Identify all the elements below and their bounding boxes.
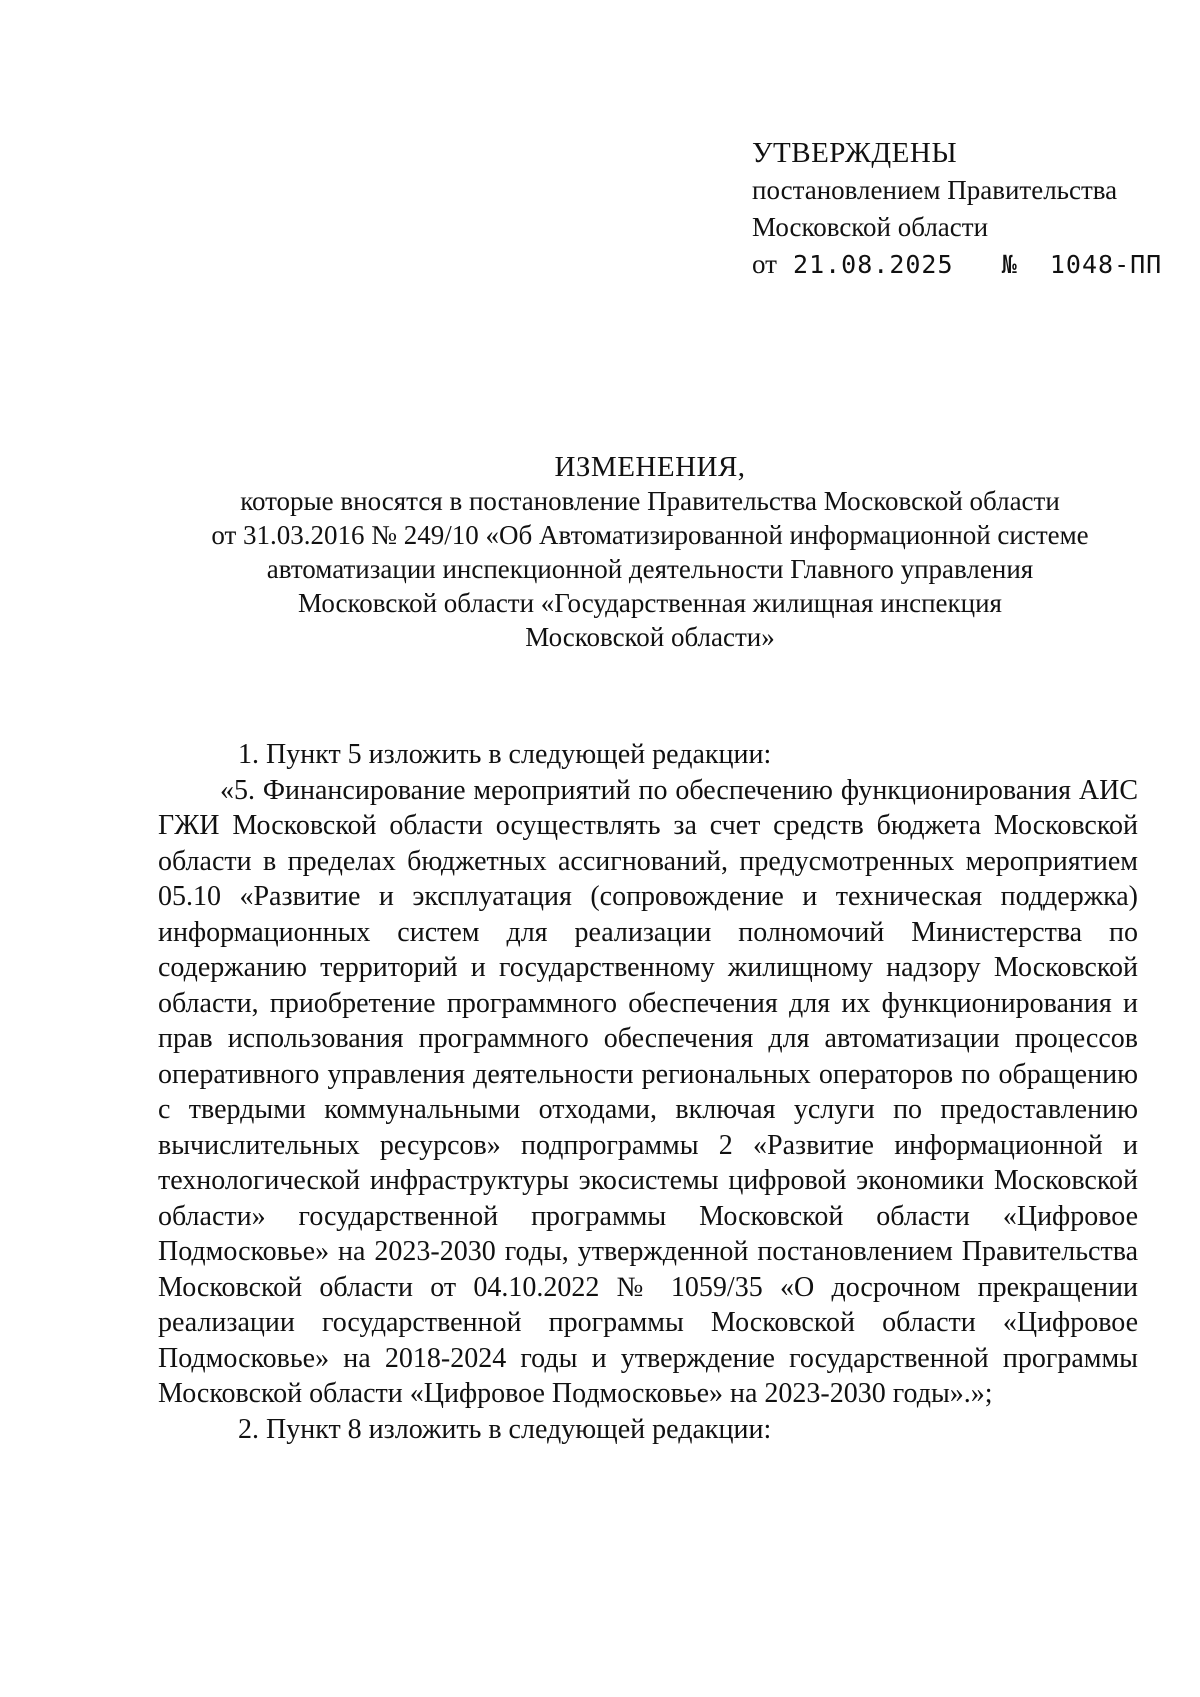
- document-title: ИЗМЕНЕНИЯ,: [554, 451, 746, 483]
- title-subline: Московской области «Государственная жилищная инспекция: [298, 588, 1002, 618]
- approval-date-number: [752, 246, 1163, 283]
- document-title-block: [150, 450, 1150, 654]
- approval-line-2: Московской области: [752, 212, 989, 242]
- approval-number: 1048-ПП: [1049, 250, 1163, 279]
- document-body: [158, 737, 1138, 1447]
- body-paragraph: «5. Финансирование мероприятий по обеспечению функционирования АИС ГЖИ Московской области осуществлять за счет средств бюджета Московской области в пределах бюджетных ассигнований, предусмотренных мероприятием 05.10 «Развитие и эксплуатация (сопровождение и техническая поддержка) информационных систем для реализации полномочий Министерства по содержанию территорий и государственному жилищному надзору Московской области, приобретение программного обеспечения для их функционирования и прав использования программного обеспечения для автоматизации процессов оперативного управления деятельности региональных операторов по обращению с твердыми коммунальными отходами, включая услуги по предоставлению вычислительных ресурсов» подпрограммы 2 «Развитие информационной и технологической инфраструктуры экосистемы цифровой экономики Московской области» государственной программы Московской области «Цифровое Подмосковье» на 2023-2030 годы, утвержденной постановлением Правительства Московской области от 04.10.2022 № 1059/35 «О досрочном прекращении реализации государственной программы Московской области «Цифровое Подмосковье» на 2018-2024 годы и утверждение государственной программы Московской области «Цифровое Подмосковье» на 2023-2030 годы».»;: [158, 774, 1138, 1409]
- approval-stamp: [752, 135, 1163, 283]
- title-subline: которые вносятся в постановление Правительства Московской области: [240, 486, 1060, 516]
- approval-date-prefix: от: [752, 249, 777, 279]
- approval-line-1: постановлением Правительства: [752, 175, 1118, 205]
- approval-number-sign: №: [1001, 250, 1018, 279]
- title-subline: от 31.03.2016 № 249/10 «Об Автоматизированной информационной системе: [211, 520, 1089, 550]
- body-paragraph: 1. Пункт 5 изложить в следующей редакции:: [238, 739, 772, 770]
- approval-heading: УТВЕРЖДЕНЫ: [752, 137, 958, 169]
- body-paragraph: 2. Пункт 8 изложить в следующей редакции:: [238, 1413, 772, 1445]
- approval-date: 21.08.2025: [793, 250, 954, 279]
- title-subline: автоматизации инспекционной деятельности Главного управления: [266, 554, 1034, 584]
- title-subline: Московской области»: [525, 622, 775, 652]
